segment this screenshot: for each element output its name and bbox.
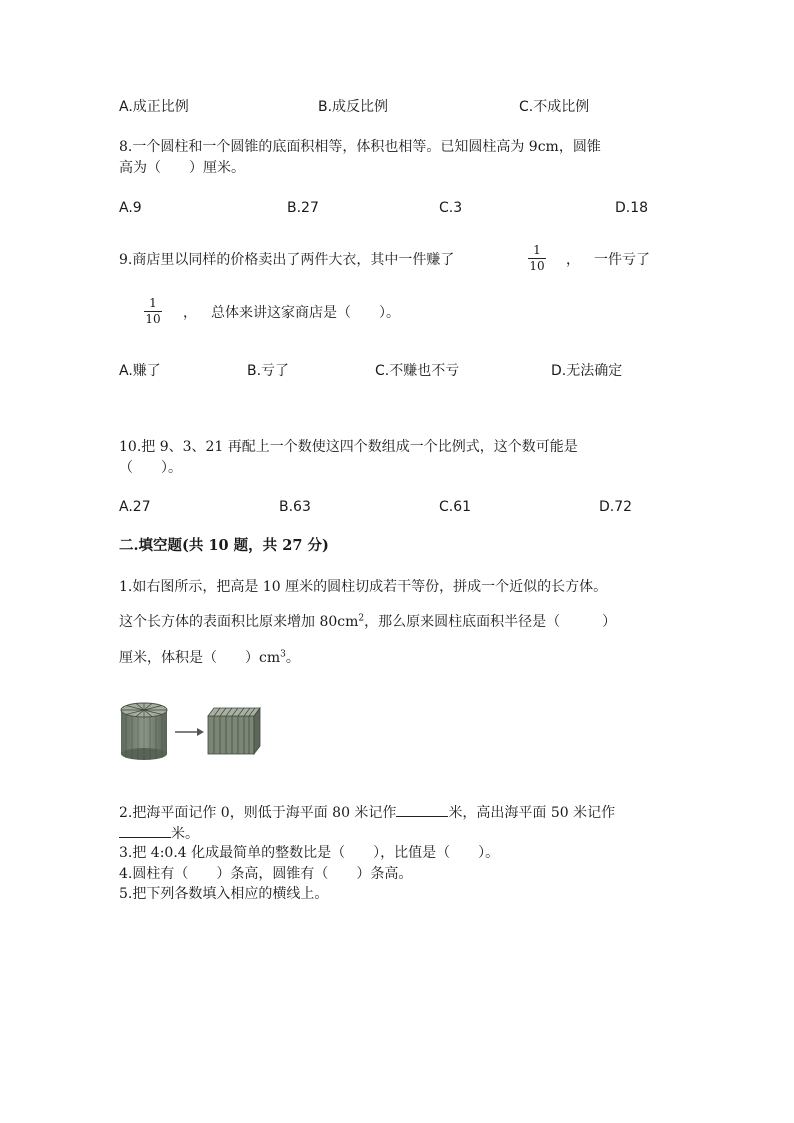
f3-text: 3.把 4:0.4 化成最简单的整数比是（ ），比值是（ ）。	[119, 845, 500, 861]
q9-option-c: C.不赚也不亏	[375, 363, 460, 379]
q10-option-d: D.72	[599, 499, 633, 515]
q10-option-b: B.63	[279, 499, 311, 515]
q7-option-c: C.不成比例	[519, 99, 590, 115]
q10-stem-line2: （ ）。	[119, 460, 182, 476]
q9-fraction-1	[528, 244, 546, 273]
q10-option-a: A.27	[119, 499, 151, 515]
f4-text: 4.圆柱有（ ）条高，圆锥有（ ）条高。	[119, 866, 413, 882]
f1-line3-superscript: 3	[280, 649, 286, 660]
f1-line3-text-b: 。	[285, 650, 300, 666]
q9-stem-part2: 一件亏了	[594, 252, 650, 268]
f1-line3-text-a: 厘米，体积是（ ）cm	[119, 650, 281, 666]
f2-line2-text: 米。	[171, 826, 199, 842]
q8-stem-line1: 8.一个圆柱和一个圆锥的底面积相等，体积也相等。已知圆柱高为 9cm，圆锥	[119, 139, 601, 155]
q10-stem-line1: 10.把 9、3、21 再配上一个数使这四个数组成一个比例式，这个数可能是	[119, 439, 578, 455]
f2-line2	[119, 823, 199, 844]
q9-stem-part1: 9.商店里以同样的价格卖出了两件大衣，其中一件赚了	[119, 252, 455, 268]
cuboid-shape	[208, 708, 260, 754]
f1-line2-text-b: ，那么原来圆柱底面积半径是（ ）	[364, 614, 617, 630]
section-heading: 二.填空题(共 10 题，共 27 分)	[119, 537, 329, 554]
cylinder-shape	[121, 703, 167, 760]
q8-stem-line2: 高为（ ）厘米。	[119, 160, 245, 176]
q8-option-b: B.27	[287, 200, 319, 216]
q7-option-a: A.成正比例	[119, 99, 189, 115]
q8-option-c: C.3	[439, 200, 463, 216]
q9-stem-part3: 总体来讲这家商店是（ ）。	[211, 305, 400, 321]
q9-fraction-1-numerator: 1	[533, 243, 541, 257]
q10-option-c: C.61	[439, 499, 472, 515]
q8-option-d: D.18	[615, 200, 649, 216]
q9-fraction-2-numerator: 1	[149, 296, 157, 310]
f1-line2-text-a: 这个长方体的表面积比原来增加 80cm	[119, 614, 359, 630]
f2-line1-text-a: 2.把海平面记作 0，则低于海平面 80 米记作	[119, 805, 397, 821]
f2-line1-text-b: 米，高出海平面 50 米记作	[448, 805, 616, 821]
q9-fraction-2	[144, 297, 162, 326]
f1-line2-superscript: 2	[358, 613, 365, 624]
q9-fraction-1-denominator: 10	[529, 259, 545, 273]
q9-comma-2: ，	[183, 305, 197, 321]
q9-comma-1: ，	[566, 252, 580, 268]
f1-line2	[119, 612, 616, 632]
q7-option-b: B.成反比例	[318, 99, 389, 115]
q9-option-a: A.赚了	[119, 363, 161, 379]
q9-option-b: B.亏了	[247, 363, 290, 379]
arrow-icon	[175, 728, 204, 736]
f2-answer-blank-2[interactable]	[119, 823, 171, 838]
f2-line1	[119, 802, 615, 823]
q8-option-a: A.9	[119, 200, 142, 216]
q9-fraction-2-denominator: 10	[145, 312, 161, 326]
f5-text: 5.把下列各数填入相应的横线上。	[119, 886, 329, 902]
f1-line3	[119, 648, 300, 668]
cylinder-to-cuboid-figure	[118, 700, 268, 762]
f2-answer-blank-1[interactable]	[396, 802, 448, 817]
f1-line1: 1.如右图所示，把高是 10 厘米的圆柱切成若干等份，拼成一个近似的长方体。	[119, 579, 608, 595]
q9-option-d: D.无法确定	[551, 363, 623, 379]
